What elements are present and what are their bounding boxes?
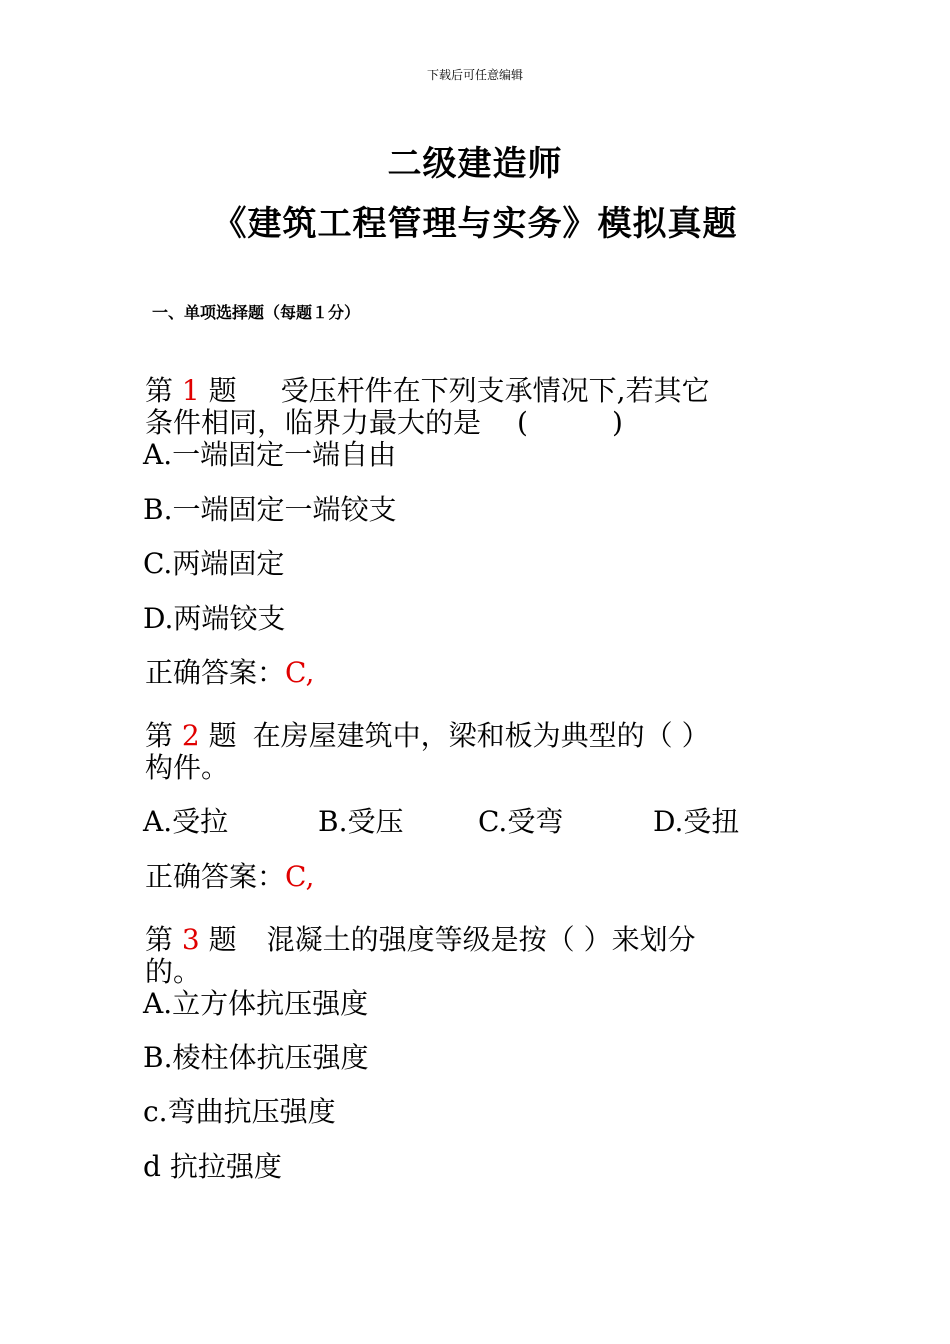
option-a: A.立方体抗压强度	[143, 987, 369, 1020]
correct-answer	[145, 861, 314, 893]
option-d: D.受扭	[653, 805, 740, 838]
question-2-stem-line1	[145, 720, 710, 752]
question-prefix: 第	[145, 923, 174, 956]
option-c: c.弯曲抗压强度	[143, 1095, 336, 1128]
answer-value: C,	[285, 656, 315, 689]
question-stem: 受压杆件在下列支承情况下,若其它	[280, 374, 710, 407]
section-heading: 一、单项选择题（每题１分）	[152, 303, 361, 322]
option-d: d 抗拉强度	[143, 1150, 282, 1183]
option-a: A.受拉	[143, 805, 229, 838]
option-d: D.两端铰支	[143, 602, 286, 635]
option-b: B.一端固定一端铰支	[143, 493, 397, 526]
correct-answer	[145, 657, 314, 689]
question-stem-cont: 条件相同，临界力最大的是	[145, 406, 482, 439]
question-1-stem-line1	[145, 375, 710, 407]
answer-label: 正确答案：	[145, 656, 286, 689]
question-2-stem-line2: 构件。	[145, 751, 230, 784]
document-subtitle: 《建筑工程管理与实务》模拟真题	[212, 204, 738, 244]
option-c: C.两端固定	[143, 547, 285, 580]
answer-value: C,	[285, 860, 315, 893]
question-number: 2	[181, 719, 200, 752]
question-stem: 在房屋建筑中，梁和板为典型的（ ）	[252, 719, 710, 752]
question-3-stem-line1	[145, 924, 696, 956]
question-number: 3	[181, 923, 200, 956]
option-b: B.受压	[318, 805, 404, 838]
question-suffix: 题	[208, 923, 237, 956]
question-prefix: 第	[145, 719, 174, 752]
question-suffix: 题	[208, 719, 237, 752]
question-prefix: 第	[145, 374, 174, 407]
option-b: B.棱柱体抗压强度	[143, 1041, 369, 1074]
option-c: C.受弯	[478, 805, 564, 838]
document-title: 二级建造师	[387, 144, 563, 184]
question-3-stem-line2: 的。	[145, 955, 202, 988]
option-a: A.一端固定一端自由	[143, 438, 397, 471]
question-number: 1	[181, 374, 200, 407]
question-1-stem-line2	[145, 407, 623, 439]
header-note: 下载后可任意编辑	[426, 68, 523, 82]
answer-label: 正确答案：	[145, 860, 286, 893]
answer-bracket: ( )	[517, 406, 623, 439]
question-suffix: 题	[208, 374, 237, 407]
question-stem: 混凝土的强度等级是按（ ）来划分	[266, 923, 696, 956]
